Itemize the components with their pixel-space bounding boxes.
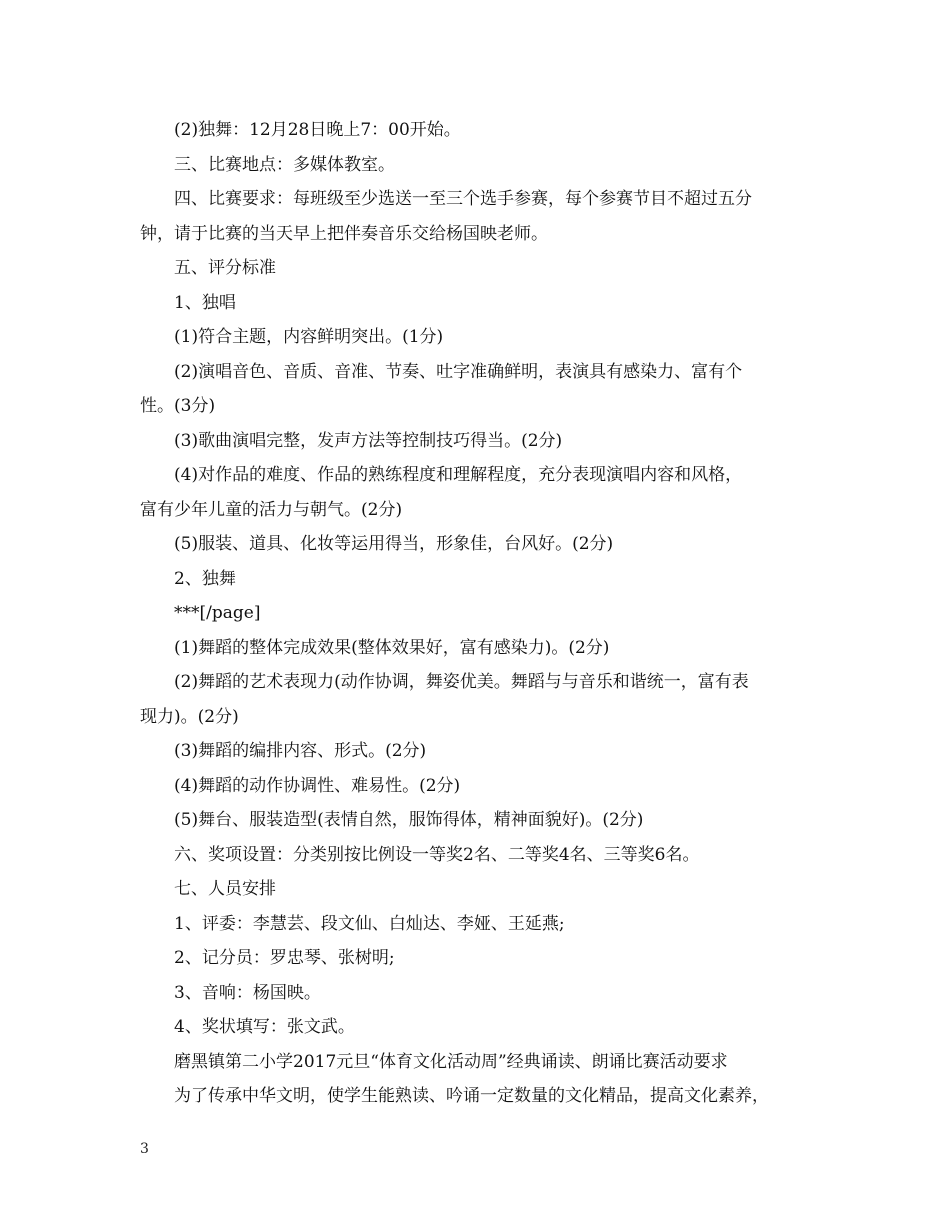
page-number: 3 [140,1141,149,1157]
paragraph-line: (5)舞台、服装造型(表情自然，服饰得体，精神面貌好)。(2分) [174,810,644,830]
paragraph-line: 为了传承中华文明，使学生能熟读、吟诵一定数量的文化精品，提高文化素养， [174,1086,769,1106]
paragraph-line: 钟，请于比赛的当天早上把伴奏音乐交给杨国映老师。 [140,223,548,244]
paragraph-line: 2、独舞 [174,568,236,589]
paragraph-line: 1、独唱 [174,292,236,313]
paragraph-line: (4)对作品的难度、作品的熟练程度和理解程度，充分表现演唱内容和风格， [174,465,743,485]
paragraph-line: ***[/page] [174,603,261,623]
paragraph-line: (3)歌曲演唱完整，发声方法等控制技巧得当。(2分) [174,430,563,451]
paragraph-line: (4)舞蹈的动作协调性、难易性。(2分) [174,775,461,796]
paragraph-line: 2、记分员：罗忠琴、张树明; [174,948,395,968]
paragraph-line: (1)符合主题，内容鲜明突出。(1分) [174,327,444,347]
paragraph-line: 五、评分标准 [174,258,276,278]
paragraph-line: (2)演唱音色、音质、音准、节奏、吐字准确鲜明，表演具有感染力、富有个 [174,361,743,382]
paragraph-line: (1)舞蹈的整体完成效果(整体效果好，富有感染力)。(2分) [174,637,610,658]
paragraph-line: 磨黑镇第二小学2017元旦“体育文化活动周”经典诵读、朗诵比赛活动要求 [174,1051,728,1072]
paragraph-line: 1、评委：李慧芸、段文仙、白灿达、李娅、王延燕; [174,913,565,934]
paragraph-line: 现力)。(2分) [140,706,239,727]
paragraph-line: 六、奖项设置：分类别按比例设一等奖2名、二等奖4名、三等奖6名。 [174,844,700,865]
paragraph-line: (2)舞蹈的艺术表现力(动作协调，舞姿优美。舞蹈与与音乐和谐统一，富有表 [174,672,749,692]
paragraph-line: 三、比赛地点：多媒体教室。 [174,154,395,175]
paragraph-line: (3)舞蹈的编排内容、形式。(2分) [174,741,427,761]
paragraph-line: 3、音响：杨国映。 [174,982,321,1003]
paragraph-line: (2)独舞：12月28日晚上7：00开始。 [174,120,461,140]
document-body [140,113,820,1114]
paragraph-line: 富有少年儿童的活力与朝气。(2分) [140,499,403,520]
paragraph-line: 七、人员安排 [174,879,276,899]
paragraph-line: (5)服装、道具、化妆等运用得当，形象佳，台风好。(2分) [174,534,614,554]
paragraph-line: 四、比赛要求：每班级至少选送一至三个选手参赛，每个参赛节目不超过五分 [174,189,752,209]
paragraph-line: 性。(3分) [140,396,216,416]
paragraph-line: 4、奖状填写：张文武。 [174,1017,355,1037]
